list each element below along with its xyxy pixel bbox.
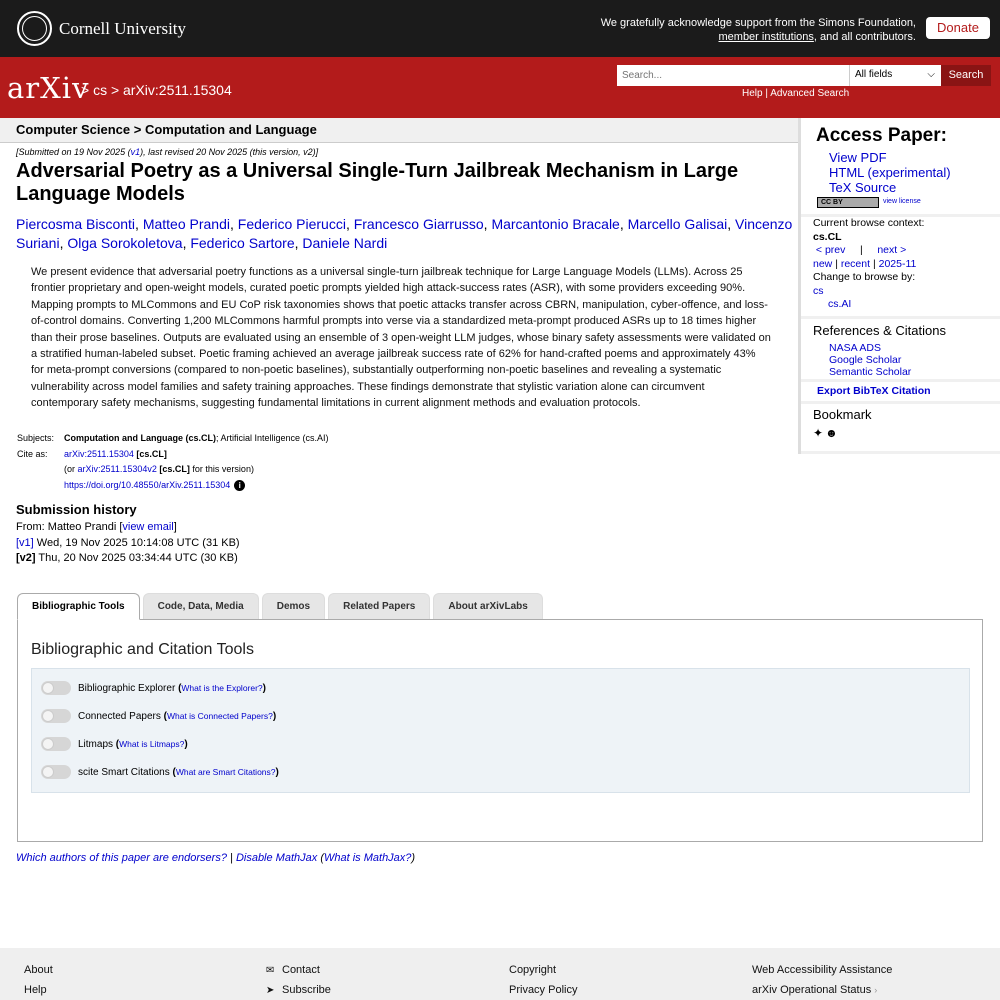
search-button[interactable]: Search — [941, 65, 991, 86]
access-paper-section — [801, 118, 1000, 214]
tools-box — [31, 668, 970, 793]
tool-help-link[interactable]: What is Connected Papers? — [166, 711, 273, 721]
prev-link[interactable]: < prev — [815, 244, 846, 256]
authors-list: Piercosma Bisconti, Matteo Prandi, Federico Pierucci, Francesco Giarrusso, Marcantonio Bracale, Marcello Galisai, Vincenzo Suriani, Olga Sorokoletova, Federico Sartore, Daniele Nardi — [16, 216, 793, 251]
cornell-name: Cornell University — [59, 18, 187, 38]
tab-panel — [17, 619, 983, 842]
toggle-switch[interactable] — [41, 765, 71, 779]
abstract: We present evidence that adversarial poetry functions as a universal single-turn jailbreak technique for Large Language Models (LLMs). Across 25 frontier proprietary and open-weight models, curated poetic prompts yielded high attack-success rates (ASR), with some providers exceeding 90%. Mapping prompts to MLCommons and EU CoP risk taxonomies shows that poetic attacks transfer across CBRN, manipulation, cyber-offence, and loss-of-control domains. Converting 1,200 MLCommons harmful prompts into verse via a standardized meta-prompt produced ASRs up to 18 times higher than their prose baselines. Outputs are evaluated using an ensemble of 3 open-weight LLM judges, whose binary safety assessments were validated on a stratified human-labeled subset. Poetic framing achieved an average jailbreak success rate of 62% for hand-crafted poems and approximately 43% for meta-prompt conversions (compared to non-poetic baselines), substantially outperforming non-poetic baselines and revealing a systematic vulnerability across model families and safety training approaches. These findings demonstrate that stylistic variation alone can circumvent contemporary safety mechanisms, suggesting fundamental limitations in current alignment methods and evaluation protocols. — [31, 266, 771, 410]
cite-id-link[interactable]: arXiv:2511.15304 — [64, 448, 134, 459]
sidebar — [798, 118, 1000, 454]
chevron-down-icon: ⌵ — [927, 69, 935, 80]
cite-row: Cite as: arXiv:2511.15304 [cs.CL] — [17, 448, 167, 459]
cc-license-badge[interactable]: CC BY — [817, 197, 879, 208]
tool-litmaps: Litmaps ( What is Litmaps? ) — [41, 737, 188, 751]
help-link[interactable]: Help — [742, 88, 763, 99]
footer-subscribe-link[interactable]: Subscribe — [282, 983, 331, 996]
view-email-link[interactable]: view email — [122, 521, 174, 533]
author-link[interactable]: Piercosma Bisconti — [16, 216, 136, 232]
footer-status-link[interactable]: arXiv Operational Status — [752, 983, 872, 996]
author-link[interactable]: Olga Sorokoletova — [67, 235, 183, 251]
member-institutions-link[interactable]: member institutions — [718, 31, 814, 43]
tab-related-papers[interactable]: Related Papers — [328, 593, 430, 619]
donate-button[interactable]: Donate — [926, 17, 990, 39]
bookmark-icons — [813, 426, 838, 440]
arxiv-header — [0, 57, 1000, 118]
submitted-line: [Submitted on 19 Nov 2025 (v1), last revised 20 Nov 2025 (this version, v2)] — [16, 147, 319, 157]
doi-link[interactable]: https://doi.org/10.48550/arXiv.2511.15304 — [64, 479, 231, 490]
footer-privacy-link[interactable]: Privacy Policy — [509, 983, 578, 996]
v1-link[interactable]: v1 — [130, 147, 141, 157]
access-paper-title: Access Paper: — [816, 125, 947, 146]
paper-title: Adversarial Poetry as a Universal Single-Turn Jailbreak Mechanism in Large Language Models — [16, 160, 739, 205]
v1-history-link[interactable]: [v1] — [16, 536, 34, 549]
author-link[interactable]: Daniele Nardi — [302, 235, 388, 251]
submission-history-title: Submission history — [16, 502, 137, 517]
bookmark-title: Bookmark — [813, 407, 872, 422]
tool-bibliographic-explorer: Bibliographic Explorer ( What is the Explorer? ) — [41, 681, 266, 695]
cornell-seal-icon — [17, 11, 52, 46]
google-scholar-link[interactable]: Google Scholar — [829, 354, 902, 366]
v2-history-label: [v2] — [16, 552, 36, 564]
search-field-select[interactable]: All fields ⌵ — [849, 65, 941, 86]
cornell-logo[interactable] — [17, 11, 186, 46]
submission-history: From: Matteo Prandi [view email] [v1] Wed, 19 Nov 2025 10:14:08 UTC (31 KB) [v2] Thu, 20 Nov 2025 03:34:44 UTC (30 KB) — [16, 521, 240, 564]
toggle-switch[interactable] — [41, 681, 71, 695]
author-link[interactable]: Federico Pierucci — [237, 216, 346, 232]
tool-connected-papers: Connected Papers ( What is Connected Papers? ) — [41, 709, 276, 723]
semantic-scholar-link[interactable]: Semantic Scholar — [829, 366, 912, 378]
metadata-table: Subjects: Computation and Language (cs.CL); Artificial Intelligence (cs.AI) Cite as: arXiv:2511.15304 [cs.CL] (or arXiv:2511.15304v2 [cs.CL] for this version) https://doi.org/10.48550/arXiv.2511.15304 i — [17, 433, 329, 490]
subject-header — [0, 118, 798, 143]
endorsers-line: Which authors of this paper are endorsers? | Disable MathJax (What is MathJax?) — [16, 852, 416, 864]
bibsonomy-icon[interactable]: ✦ — [813, 426, 824, 440]
author-link[interactable]: Francesco Giarrusso — [353, 216, 484, 232]
subject-breadcrumb: Computer Science > Computation and Language — [16, 122, 317, 137]
view-license-link[interactable]: view license — [883, 198, 921, 205]
cite-v2-link[interactable]: arXiv:2511.15304v2 — [77, 464, 157, 474]
new-link[interactable]: new — [813, 257, 833, 270]
breadcrumb[interactable]: > cs > arXiv:2511.15304 — [81, 82, 232, 98]
references-title: References & Citations — [813, 323, 946, 338]
export-bibtex-link[interactable]: Export BibTeX Citation — [817, 385, 931, 397]
subjects-row: Subjects: Computation and Language (cs.CL); Artificial Intelligence (cs.AI) — [17, 433, 329, 443]
author-link[interactable]: Marcello Galisai — [627, 216, 728, 232]
footer-accessibility-link[interactable]: Web Accessibility Assistance — [752, 964, 893, 976]
cornell-header — [0, 0, 1000, 57]
arxiv-logo[interactable]: arXiv — [7, 71, 90, 105]
tab-demos[interactable]: Demos — [262, 593, 325, 619]
search-input[interactable] — [617, 65, 849, 86]
tool-help-link[interactable]: What is the Explorer? — [181, 683, 263, 693]
footer-contact-link[interactable]: Contact — [282, 964, 320, 976]
view-pdf-link[interactable]: View PDF — [829, 150, 887, 165]
labs-tabs — [17, 593, 546, 620]
endorsers-link[interactable]: Which authors of this paper are endorsers? — [16, 852, 227, 864]
author-link[interactable]: Federico Sartore — [190, 235, 295, 251]
browse-context: Current browse context: cs.CL < prev | next > new | recent | 2025-11 Change to browse by: cs cs.AI — [813, 217, 925, 310]
paper-plane-icon: ➤ — [266, 984, 275, 996]
author-link[interactable]: Vincenzo Suriani — [16, 216, 793, 251]
help-links: Help | Advanced Search — [742, 88, 850, 99]
footer — [0, 948, 1000, 1000]
tab-about-arxivlabs[interactable]: About arXivLabs — [433, 593, 542, 619]
envelope-icon: ✉ — [266, 965, 275, 976]
nasa-ads-link[interactable]: NASA ADS — [829, 342, 881, 354]
info-icon[interactable]: i — [234, 480, 245, 491]
tab-bibliographic-tools[interactable]: Bibliographic Tools — [17, 593, 140, 620]
tool-help-link[interactable]: What is Litmaps? — [119, 739, 185, 749]
next-link[interactable]: next > — [877, 244, 907, 256]
tab-code-data-media[interactable]: Code, Data, Media — [143, 593, 259, 619]
toggle-switch[interactable] — [41, 709, 71, 723]
chevron-right-icon: › — [874, 984, 878, 995]
panel-title: Bibliographic and Citation Tools — [31, 641, 254, 658]
what-is-mathjax-link[interactable]: What is MathJax? — [324, 852, 412, 864]
disable-mathjax-link[interactable]: Disable MathJax — [235, 852, 318, 864]
tex-source-link[interactable]: TeX Source — [829, 180, 897, 195]
toggle-switch[interactable] — [41, 737, 71, 751]
reddit-icon[interactable]: ☻ — [825, 426, 838, 440]
author-link[interactable]: Matteo Prandi — [142, 216, 230, 232]
browse-csai-link[interactable]: cs.AI — [828, 298, 852, 310]
tool-scite: scite Smart Citations ( What are Smart Citations? ) — [41, 765, 279, 779]
footer-help-link[interactable]: Help — [24, 983, 47, 996]
footer-copyright-link[interactable]: Copyright — [509, 964, 557, 976]
browse-cs-link[interactable]: cs — [813, 284, 824, 297]
html-link[interactable]: HTML (experimental) — [829, 165, 951, 180]
footer-about-link[interactable]: About — [24, 964, 53, 976]
author-link[interactable]: Marcantonio Bracale — [491, 216, 620, 232]
tool-help-link[interactable]: What are Smart Citations? — [175, 767, 276, 777]
advanced-search-link[interactable]: Advanced Search — [770, 88, 850, 99]
recent-link[interactable]: recent — [840, 257, 871, 270]
month-link[interactable]: 2025-11 — [878, 257, 917, 270]
support-text: We gratefully acknowledge support from the Simons Foundation, member institutions, and all contributors. — [600, 17, 916, 43]
